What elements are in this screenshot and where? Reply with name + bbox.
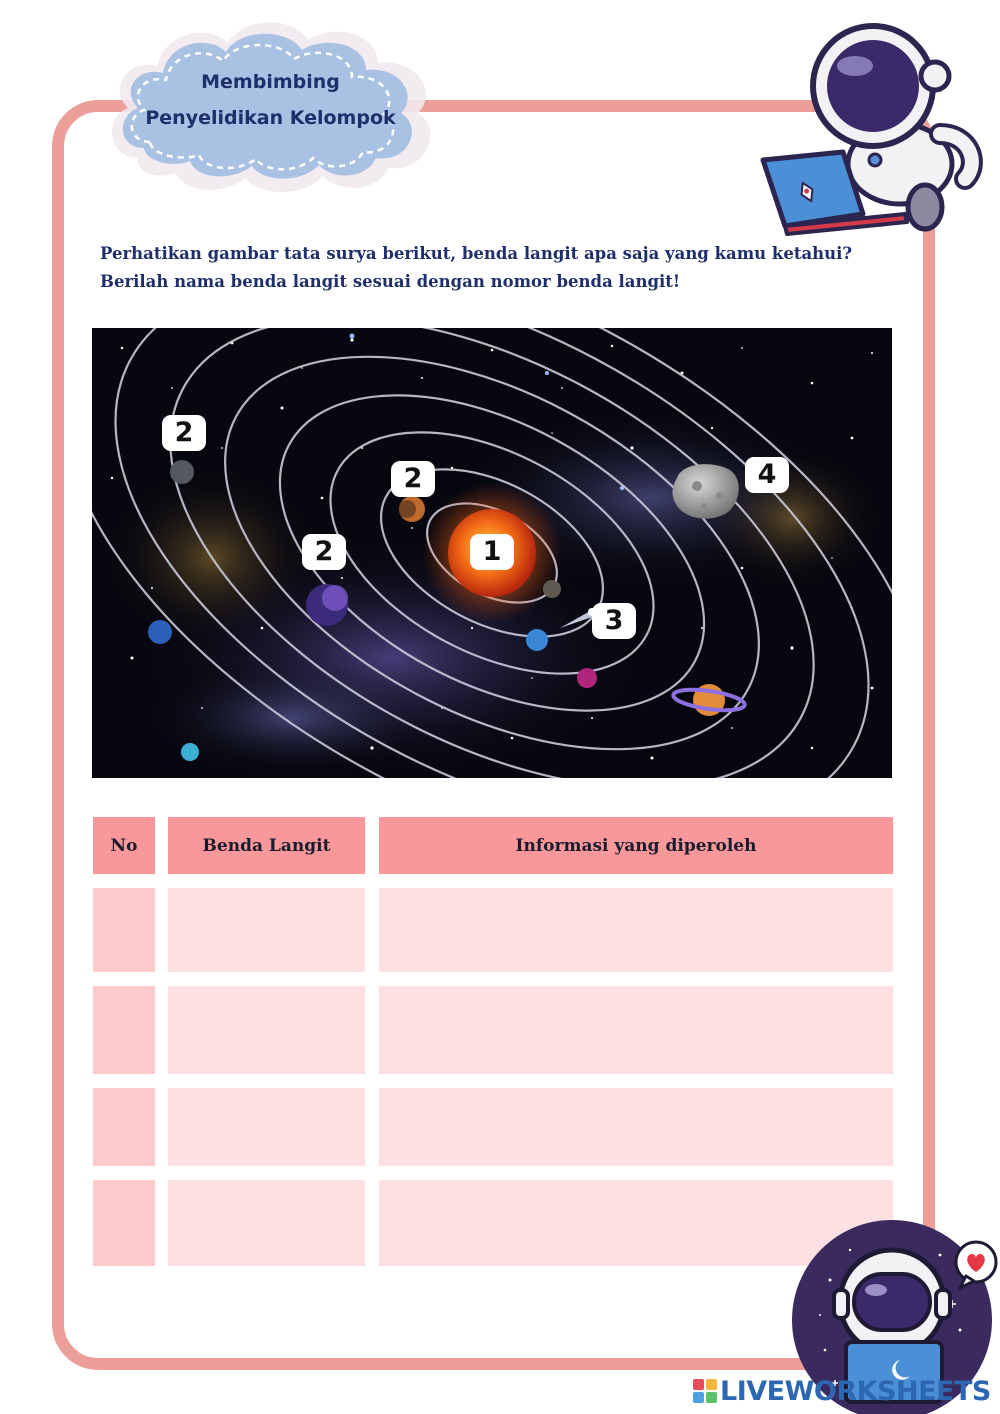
section-title xyxy=(98,64,443,136)
instruction-text: Perhatikan gambar tata surya berikut, benda langit apa saja yang kamu ketahui? Berilah nama benda langit sesuai dengan nomor benda langit! xyxy=(100,244,853,291)
solar-system-image xyxy=(92,328,892,778)
header-no: No xyxy=(93,817,155,874)
row3-no-input[interactable] xyxy=(93,1088,155,1166)
row3-benda-input[interactable] xyxy=(168,1088,365,1166)
row2-no-input[interactable] xyxy=(93,986,155,1074)
row4-benda-input[interactable] xyxy=(168,1180,365,1266)
section-title-line1: Membimbing xyxy=(201,71,340,93)
section-title-line2: Penyelidikan Kelompok xyxy=(145,107,396,129)
label-1: 1 xyxy=(470,534,514,570)
row1-info-input[interactable] xyxy=(379,888,893,972)
astronaut-laptop-icon xyxy=(755,14,990,239)
header-benda-langit: Benda Langit xyxy=(168,817,365,874)
row1-no-input[interactable] xyxy=(93,888,155,972)
header-informasi: Informasi yang diperoleh xyxy=(379,817,893,874)
liveworksheets-logo xyxy=(693,1376,991,1406)
label-4: 4 xyxy=(745,457,789,493)
liveworksheets-mark-icon xyxy=(693,1379,717,1403)
row4-no-input[interactable] xyxy=(93,1180,155,1266)
label-2-c: 2 xyxy=(302,534,346,570)
label-2-b: 2 xyxy=(391,461,435,497)
row2-benda-input[interactable] xyxy=(168,986,365,1074)
row1-benda-input[interactable] xyxy=(168,888,365,972)
row3-info-input[interactable] xyxy=(379,1088,893,1166)
liveworksheets-brand: LIVEWORKSHEETS xyxy=(720,1375,991,1407)
label-2-a: 2 xyxy=(162,415,206,451)
row2-info-input[interactable] xyxy=(379,986,893,1074)
label-3: 3 xyxy=(592,603,636,639)
